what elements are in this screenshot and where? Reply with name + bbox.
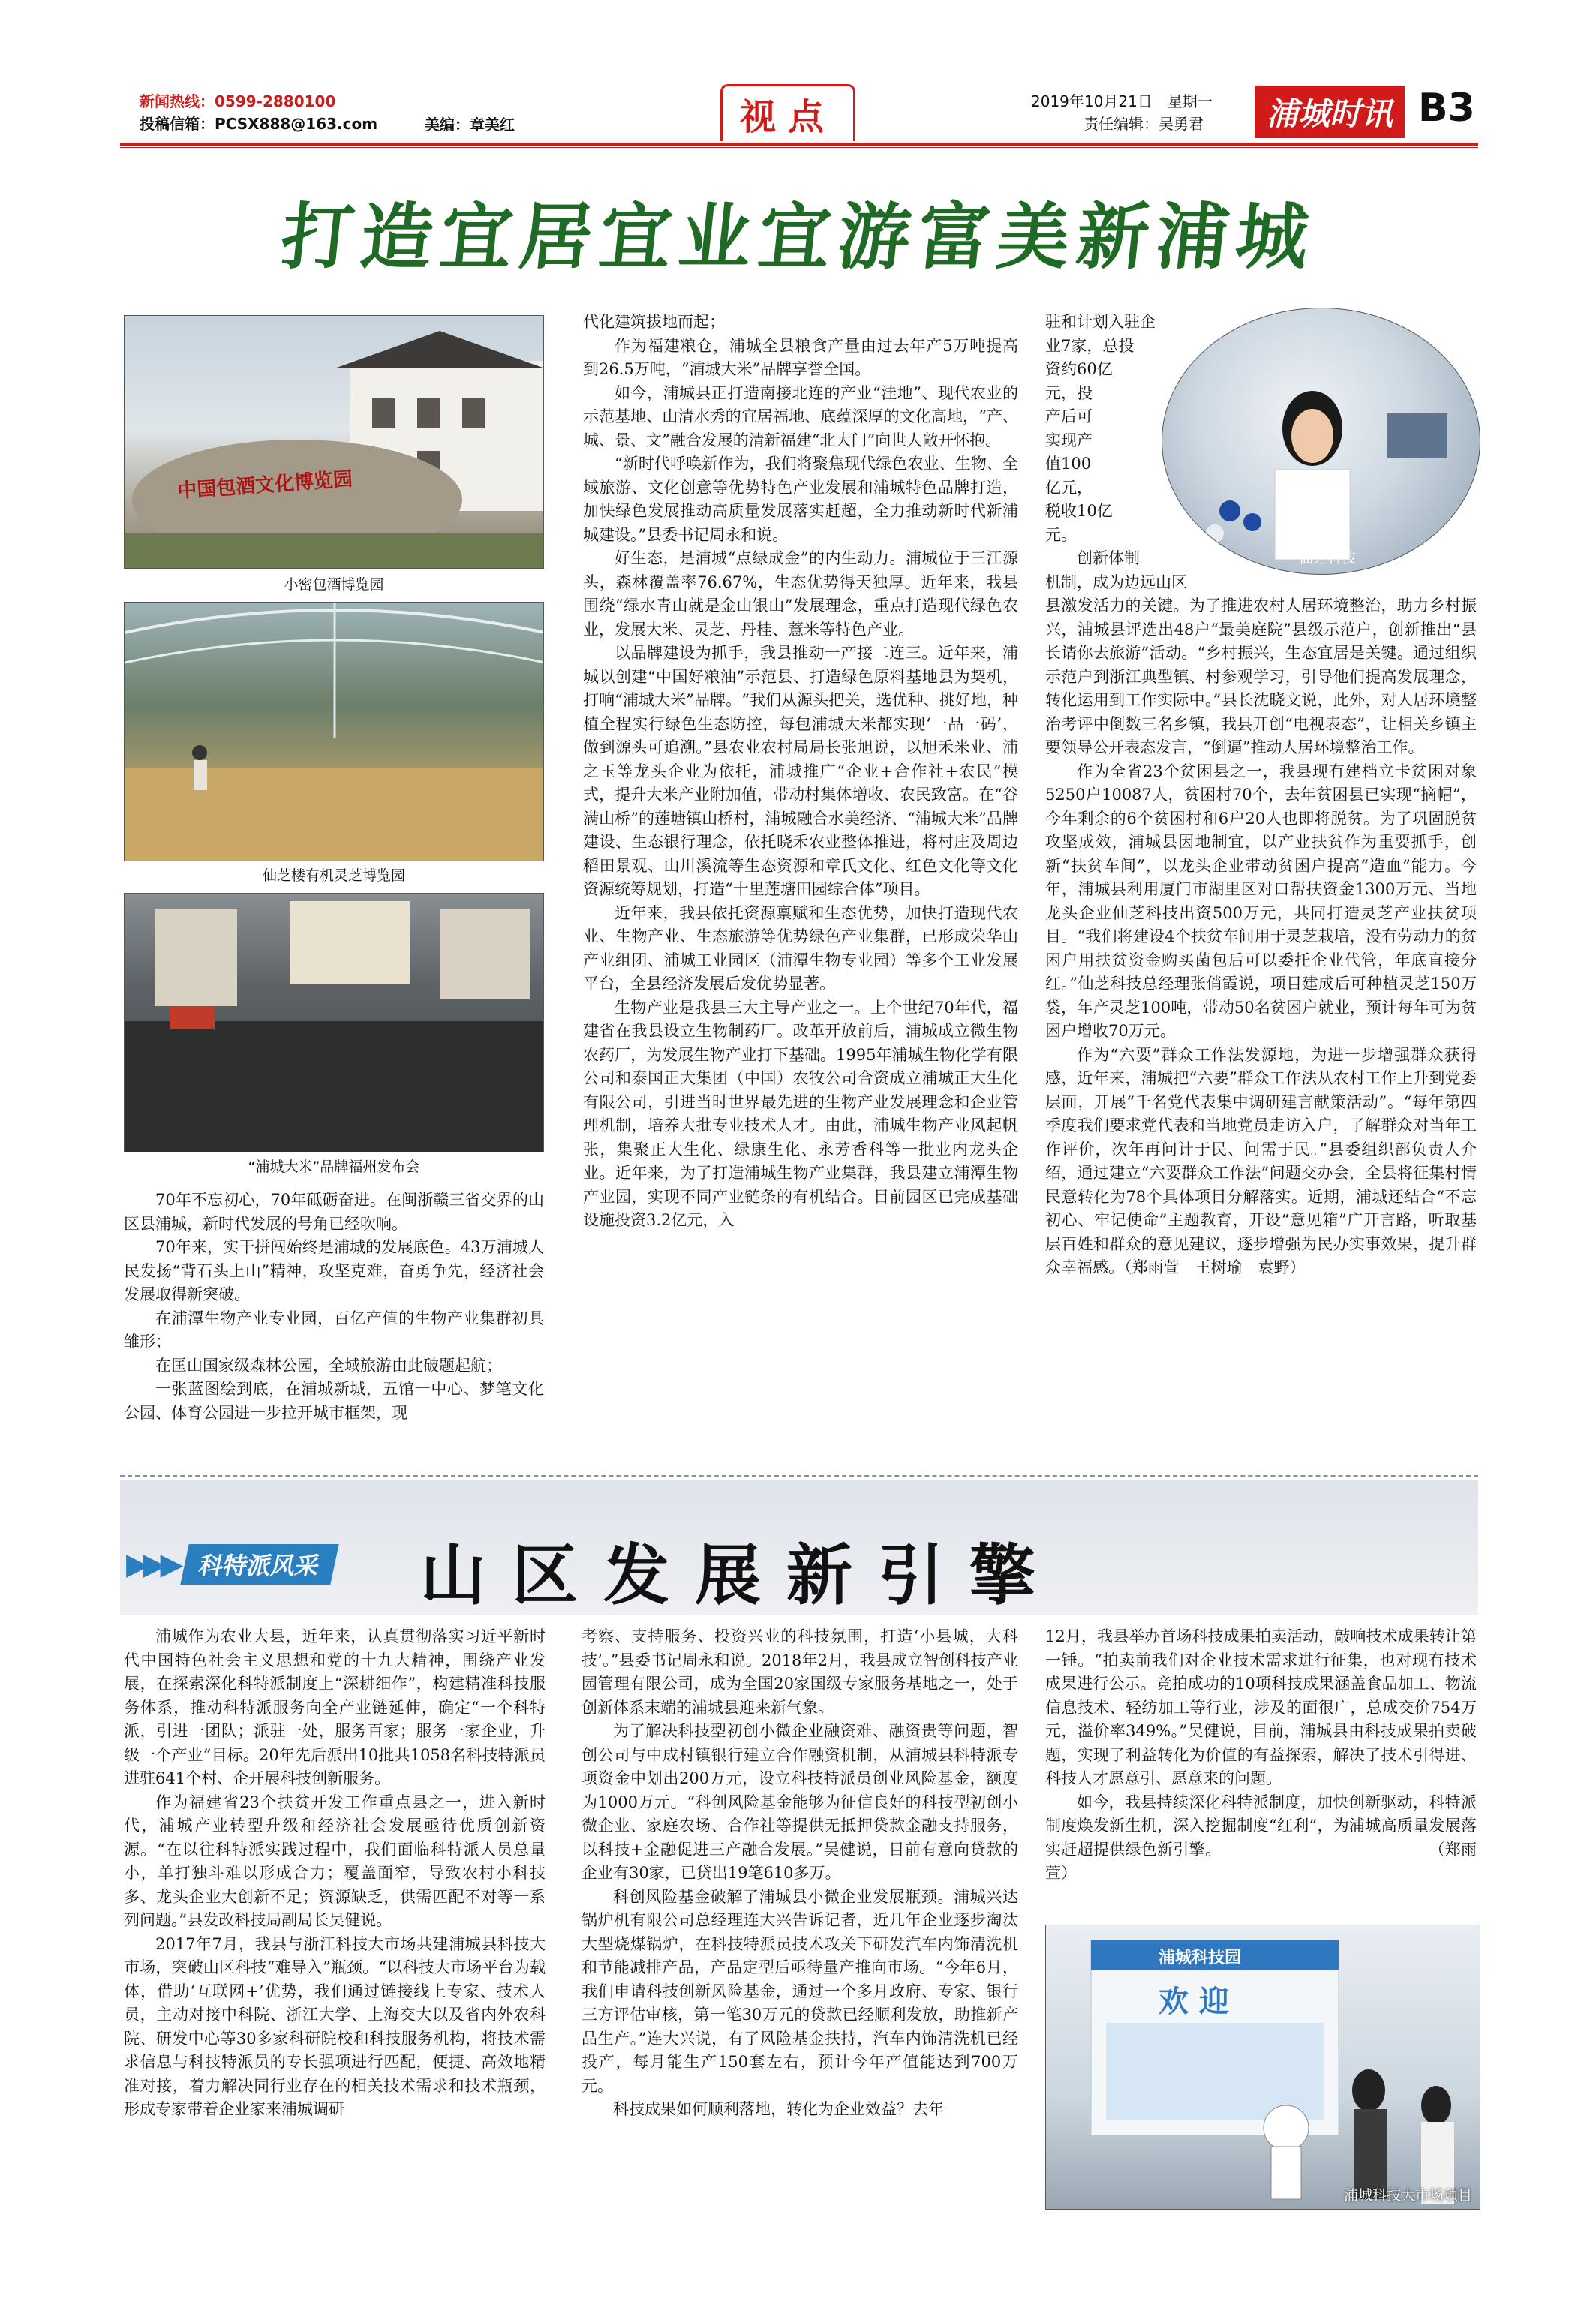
article2-column-3 (1045, 1625, 1477, 1886)
photo-ganoderma-expo (124, 602, 544, 861)
masthead-contact (140, 90, 377, 135)
art-editor: 美编：章美红 (425, 116, 515, 134)
article1-column-3-wrap (1045, 311, 1187, 594)
header-divider (120, 143, 1478, 146)
responsible-editor: 责任编辑：吴勇君 (1084, 115, 1204, 133)
paragraph: 作为全省23个贫困县之一，我县现有建档立卡贫困对象5250户10087人，贫困村70个，去年贫困县已实现“摘帽”，今年剩余的6个贫困村和6户20人也即将脱贫。为了巩固脱贫攻坚成效，浦城县因地制宜，以产业扶贫作为重要抓手，创新“扶贫车间”，以龙头企业带动贫困户提高“造血”能力。今年，浦城县利用厦门市湖里区对口帮扶资金1300万元、当地龙头企业仙芝科技出资500万元，共同打造灵芝产业扶贫项目。“我们将建设4个扶贫车间用于灵芝栽培，没有劳动力的贫困户用扶贫资金购买菌包后可以委托企业代管，年底直接分红。”仙芝科技总经理张俏霞说，项目建成后可种植灵芝150万袋，年产灵芝100吨，带动50名贫困户就业，预计每年可为贫困户增收70万元。 (1045, 762, 1477, 1040)
paragraph: 2017年7月，我县与浙江科技大市场共建浦城县科技大市场，突破山区科技“难导入”瓶颈。“以科技大市场平台为载体，借助‘互联网+’优势，我们通过链接线上专家、技术人员，主动对接中科院、浙江大学、上海交大以及省内外农科院、研发中心等30多家科研院校和科技服务机构，将技术需求信息与科技特派员的专长强项进行匹配，便捷、高效地精准对接，着力解决同行业存在的相关技术需求和技术瓶颈，形成专家带着企业家来浦城调研 (124, 1934, 546, 2118)
text-line: 业7家，总投 (1045, 336, 1135, 355)
section-divider (120, 1475, 1478, 1477)
text-line: 税收10亿 (1045, 502, 1113, 520)
text-line: 亿元， (1045, 478, 1093, 497)
paragraph: 在匡山国家级森林公园，全域旅游由此破题起航； (155, 1356, 502, 1375)
caption-rice-launch: “浦城大米”品牌福州发布会 (248, 1159, 420, 1175)
paragraph: “新时代呼唤新作为，我们将聚焦现代绿色农业、生物、全域旅游、文化创意等优势特色产业发展和浦城特色品牌打造，加快绿色发展推动高质量发展落实赶超，全力推动新时代新浦城建设。”县委书记周永和说。 (583, 455, 1018, 544)
text-line: 驻和计划入驻企 (1045, 313, 1156, 331)
paragraph: 科创风险基金破解了浦城县小微企业发展瓶颈。浦城兴达锅炉机有限公司总经理连大兴告诉记者，近几年企业逐步淘汰大型烧煤锅炉，在科技特派员技术攻关下研发汽车内饰清洗机和节能减排产品，产品定型后亟待量产推向市场。“今年6月，我们申请科技创新风险基金，通过一个多月政府、专家、银行三方评估审核，第一笔30万元的贷款已经顺利发放，助推新产品生产。”连大兴说，有了风险基金扶持，汽车内饰清洗机已经投产，每月能生产150套左右，预计今年产值能达到700万元。 (582, 1887, 1018, 2095)
text-line: 实现产 (1045, 431, 1093, 449)
wine-museum-illustration (125, 316, 544, 569)
paragraph: 浦城作为农业大县，近年来，认真贯彻落实习近平新时代中国特色社会主义思想和党的十九大精神，围绕产业发展，在探索深化科特派制度上“深耕细作”，构建精准科技服务体系，推动科特派服务向全产业链延伸，确定“一个科特派，引进一团队；派驻一处，服务百家；服务一家企业，升级一个产业”目标。20年先后派出10批共1058名科技特派员进驻641个村、企开展科技创新服务。 (124, 1627, 546, 1787)
paragraph: 代化建筑拔地而起； (583, 313, 725, 331)
text-line: 资约60亿 (1045, 360, 1113, 378)
paragraph: 作为福建粮仓，浦城全县粮食产量由过去年产5万吨提高到26.5万吨，“浦城大米”品牌享誉全国。 (583, 336, 1018, 378)
masthead-date-block (1031, 90, 1213, 135)
text-line: 机制，成为边远山区 (1045, 572, 1187, 591)
paragraph: 科技成果如何顺利落地，转化为企业效益？去年 (613, 2100, 944, 2118)
article1-column-2 (583, 311, 1018, 1233)
paragraph: 一张蓝图绘到底，在浦城新城，五馆一中心、梦笔文化公园、体育公园进一步拉开城市框架，现 (124, 1380, 544, 1422)
paragraph: 好生态，是浦城“点绿成金”的内生动力。浦城位于三江源头，森林覆盖率76.67%，生态优势得天独厚。近年来，我县围绕“绿水青山就是金山银山”发展理念，重点打造现代绿色农业，发展大米、灵芝、丹桂、薏米等特色产业。 (583, 549, 1018, 639)
article1-headline: 打造宜居宜业宜游富美新浦城 (277, 195, 1321, 279)
paragraph: 作为福建省23个扶贫开发工作重点县之一，进入新时代，浦城产业转型升级和经济社会发展亟待优质创新资源。“在以往科特派实践过程中，我们面临科特派人员总量小，单打独斗难以形成合力；覆盖面窄，导致农村小科技多、龙头企业大创新不足；资源缺乏，供需匹配不对等一系列问题。”县发改科技局副局长吴健说。 (124, 1793, 546, 1929)
photo-xianzhi-tech (1162, 308, 1480, 575)
paragraph: 县激发活力的关键。为了推进农村人居环境整治，助力乡村振兴，浦城县评选出48户“最美庭院”县级示范户，创新推出“县长请你去旅游”活动。“乡村振兴，生态宜居是关键。通过组织示范户到浙江典型镇、村参观学习，引导他们提高发展理念，转化运用到工作实际中。”县长沈晓文说，此外，对人居环境整治考评中倒数三名乡镇，我县开创“电视表态”，让相关乡镇主要领导公开表态发言，“倒逼”推动人居环境整治工作。 (1045, 597, 1477, 756)
caption-ganoderma-expo: 仙芝楼有机灵芝博览园 (262, 867, 405, 884)
lab-illustration (1162, 308, 1480, 575)
article2-headline: 山区发展新引擎 (420, 1536, 1062, 1614)
article2-column-tag (126, 1544, 335, 1585)
article2-column-1 (124, 1625, 546, 2122)
wine-museum-sign: 中国包酒文化博览园 (176, 467, 353, 503)
text-line: 创新体制 (1045, 549, 1140, 567)
paragraph: 如今，我县持续深化科特派制度，加快创新驱动，科特派制度焕发新生机，深入挖掘制度“红利”，为浦城高质量发展落实赶超提供绿色新引擎。 （郑雨萱） (1045, 1793, 1477, 1882)
text-line: 产后可 (1045, 407, 1093, 425)
submission-email: 投稿信箱：PCSX888@163.com (140, 115, 378, 133)
arrow-right-icon: ▶▶▶ (126, 1547, 178, 1582)
paragraph: 12月，我县举办首场科技成果拍卖活动，敲响技术成果转让第一锤。“拍卖前我们对企业技术需求进行征集，也对现有技术成果进行公示。竞拍成功的10项科技成果涵盖食品加工、物流信息技术、轻纺加工等行业，涉及的面很广，总成交价754万元，溢价率349%。”吴健说，目前，浦城县由科技成果拍卖破题，实现了利益转化为价值的有益探索，解决了技术引得进、科技人才愿意引、愿意来的问题。 (1045, 1627, 1477, 1787)
newspaper-logo: 浦城时讯 (1255, 86, 1405, 138)
paragraph: 70年不忘初心，70年砥砺奋进。在闽浙赣三省交界的山区县浦城，新时代发展的号角已经吹响。 (124, 1191, 544, 1233)
article1-column-1 (124, 1189, 544, 1425)
paragraph: 考察、支持服务、投资兴业的科技氛围，打造‘小县城，大科技’。”县委书记周永和说。2018年2月，我县成立智创科技产业园管理有限公司，成为全国20家国级专家服务基地之一，处于创新体系末端的浦城县迎来新气象。 (582, 1627, 1018, 1717)
welcome-sign: 欢 迎 (1159, 1984, 1229, 2019)
caption-xianzhi-tech: 仙芝科技 (1298, 550, 1356, 566)
issue-date: 2019年10月21日 星期一 (1031, 92, 1213, 110)
paragraph: 70年来，实干拼闯始终是浦城的发展底色。43万浦城人民发扬“背石头上山”精神，攻坚克难，奋勇争先，经济社会发展取得新突破。 (124, 1238, 544, 1303)
news-hotline: 新闻热线：0599-2880100 (140, 92, 336, 110)
text-line: 值100 (1045, 455, 1092, 473)
text-line: 元，投 (1045, 383, 1093, 402)
paragraph: 在浦潭生物产业专业园，百亿产值的生物产业集群初具雏形； (124, 1309, 544, 1351)
article2-column-2 (582, 1625, 1018, 2122)
launch-event-illustration (125, 894, 544, 1152)
photo-wine-museum (124, 315, 544, 569)
caption-wine-museum: 小密包酒博览园 (284, 576, 384, 593)
article1-column-3 (1045, 594, 1477, 1280)
paragraph: 作为“六要”群众工作法发源地，为进一步增强群众获得感，近年来，浦城把“六要”群众工作法从农村工作上升到党委层面，开展“千名党代表集中调研建言献策活动”。“每年第四季度我们要求党代表和当地党员走访入户，了解群众对当年工作评价，次年再问计于民、问需于民。”县委组织部负责人介绍，通过建立“六要群众工作法”问题交办会，全县将征集村情民意转化为78个具体项目分解落实。近期，浦城还结合“不忘初心、牢记使命”主题教育，开设“意见箱”广开言路，听取基层百姓和群众的意见建议，逐步增强为民办实事效果，提升群众幸福感。（郑雨萱 王树瑜 袁野） (1045, 1045, 1477, 1276)
greenhouse-illustration (125, 603, 544, 861)
paragraph: 以品牌建设为抓手，我县推动一产接二连三。近年来，浦城以创建“中国好粮油”示范县、打造绿色原料基地县为契机，打响“浦城大米”品牌。“我们从源头把关，选优种、挑好地，种植全程实行绿色生态防控，每包浦城大米都实现‘一品一码’，做到源头可追溯。”县农业农村局局长张旭说，以旭禾米业、浦之玉等龙头企业为依托，浦城推广“企业+合作社+农民”模式，提升大米产业附加值，带动村集体增收、农民致富。在“谷满山桥”的莲塘镇山桥村，浦城融合水美经济、“浦城大米”品牌建设、生态银行理念，依托晓禾农业整体推进，将村庄及周边稻田景观、山川溪流等生态资源和章氏文化、红色文化等文化资源统筹规划，打造“十里莲塘田园综合体”项目。 (583, 644, 1018, 898)
paragraph: 如今，浦城县正打造南接北连的产业“洼地”、现代农业的示范基地、山清水秀的宜居福地、底蕴深厚的文化高地，“产、城、景、文”融合发展的清新福建“北大门”向世人敞开怀抱。 (583, 383, 1018, 449)
section-title: 视点 (720, 84, 855, 141)
paragraph: 生物产业是我县三大主导产业之一。上个世纪70年代，福建省在我县设立生物制药厂。改革开放前后，浦城成立微生物农药厂，为发展生物产业打下基础。1995年浦城生物化学有限公司和泰国正大集团（中国）农牧公司合资成立浦城正大生化有限公司，引进当时世界最先进的生物产业发展理念和企业管理机制，培养大批专业技术人才。由此，浦城生物产业风起帆张，集聚正大生化、绿康生化、永芳香科等一批业内龙头企业。近年来，为了打造浦城生物产业集群，我县建立浦潭生物产业园，实现不同产业链条的有机结合。目前园区已完成基础设施投资3.2亿元，入 (583, 998, 1018, 1229)
paragraph: 为了解决科技型初创小微企业融资难、融资贵等问题，智创公司与中成村镇银行建立合作融资机制，从浦城县科特派专项资金中划出200万元，设立科技特派员创业风险基金，额度为1000万元。“科创风险基金能够为征信良好的科技型初创小微企业、家庭农场、合作社等提供无抵押贷款金融支持服务，以科技+金融促进三产融合发展。”吴健说，目前有意向贷款的企业有30家，已贷出19笔610多万。 (582, 1722, 1018, 1882)
tech-park-sign: 浦城科技园 (1159, 1949, 1242, 1967)
header-divider-thin (120, 147, 1478, 148)
paragraph: 近年来，我县依托资源禀赋和生态优势，加快打造现代农业、生物产业、生态旅游等优势绿色产业集群，已形成荣华山产业组团、浦城工业园区（浦潭生物专业园）等多个工业发展平台，全县经济发展后发优势显著。 (583, 903, 1018, 993)
tech-market-illustration (1046, 1925, 1480, 2210)
column-tag-label: 科特派风采 (181, 1544, 339, 1585)
page-number: B3 (1418, 86, 1475, 131)
photo-tech-market (1045, 1925, 1480, 2210)
text-line: 元。 (1045, 525, 1077, 544)
caption-tech-market: 浦城科技大市场项目 (1343, 2187, 1472, 2204)
photo-rice-launch (124, 893, 544, 1152)
